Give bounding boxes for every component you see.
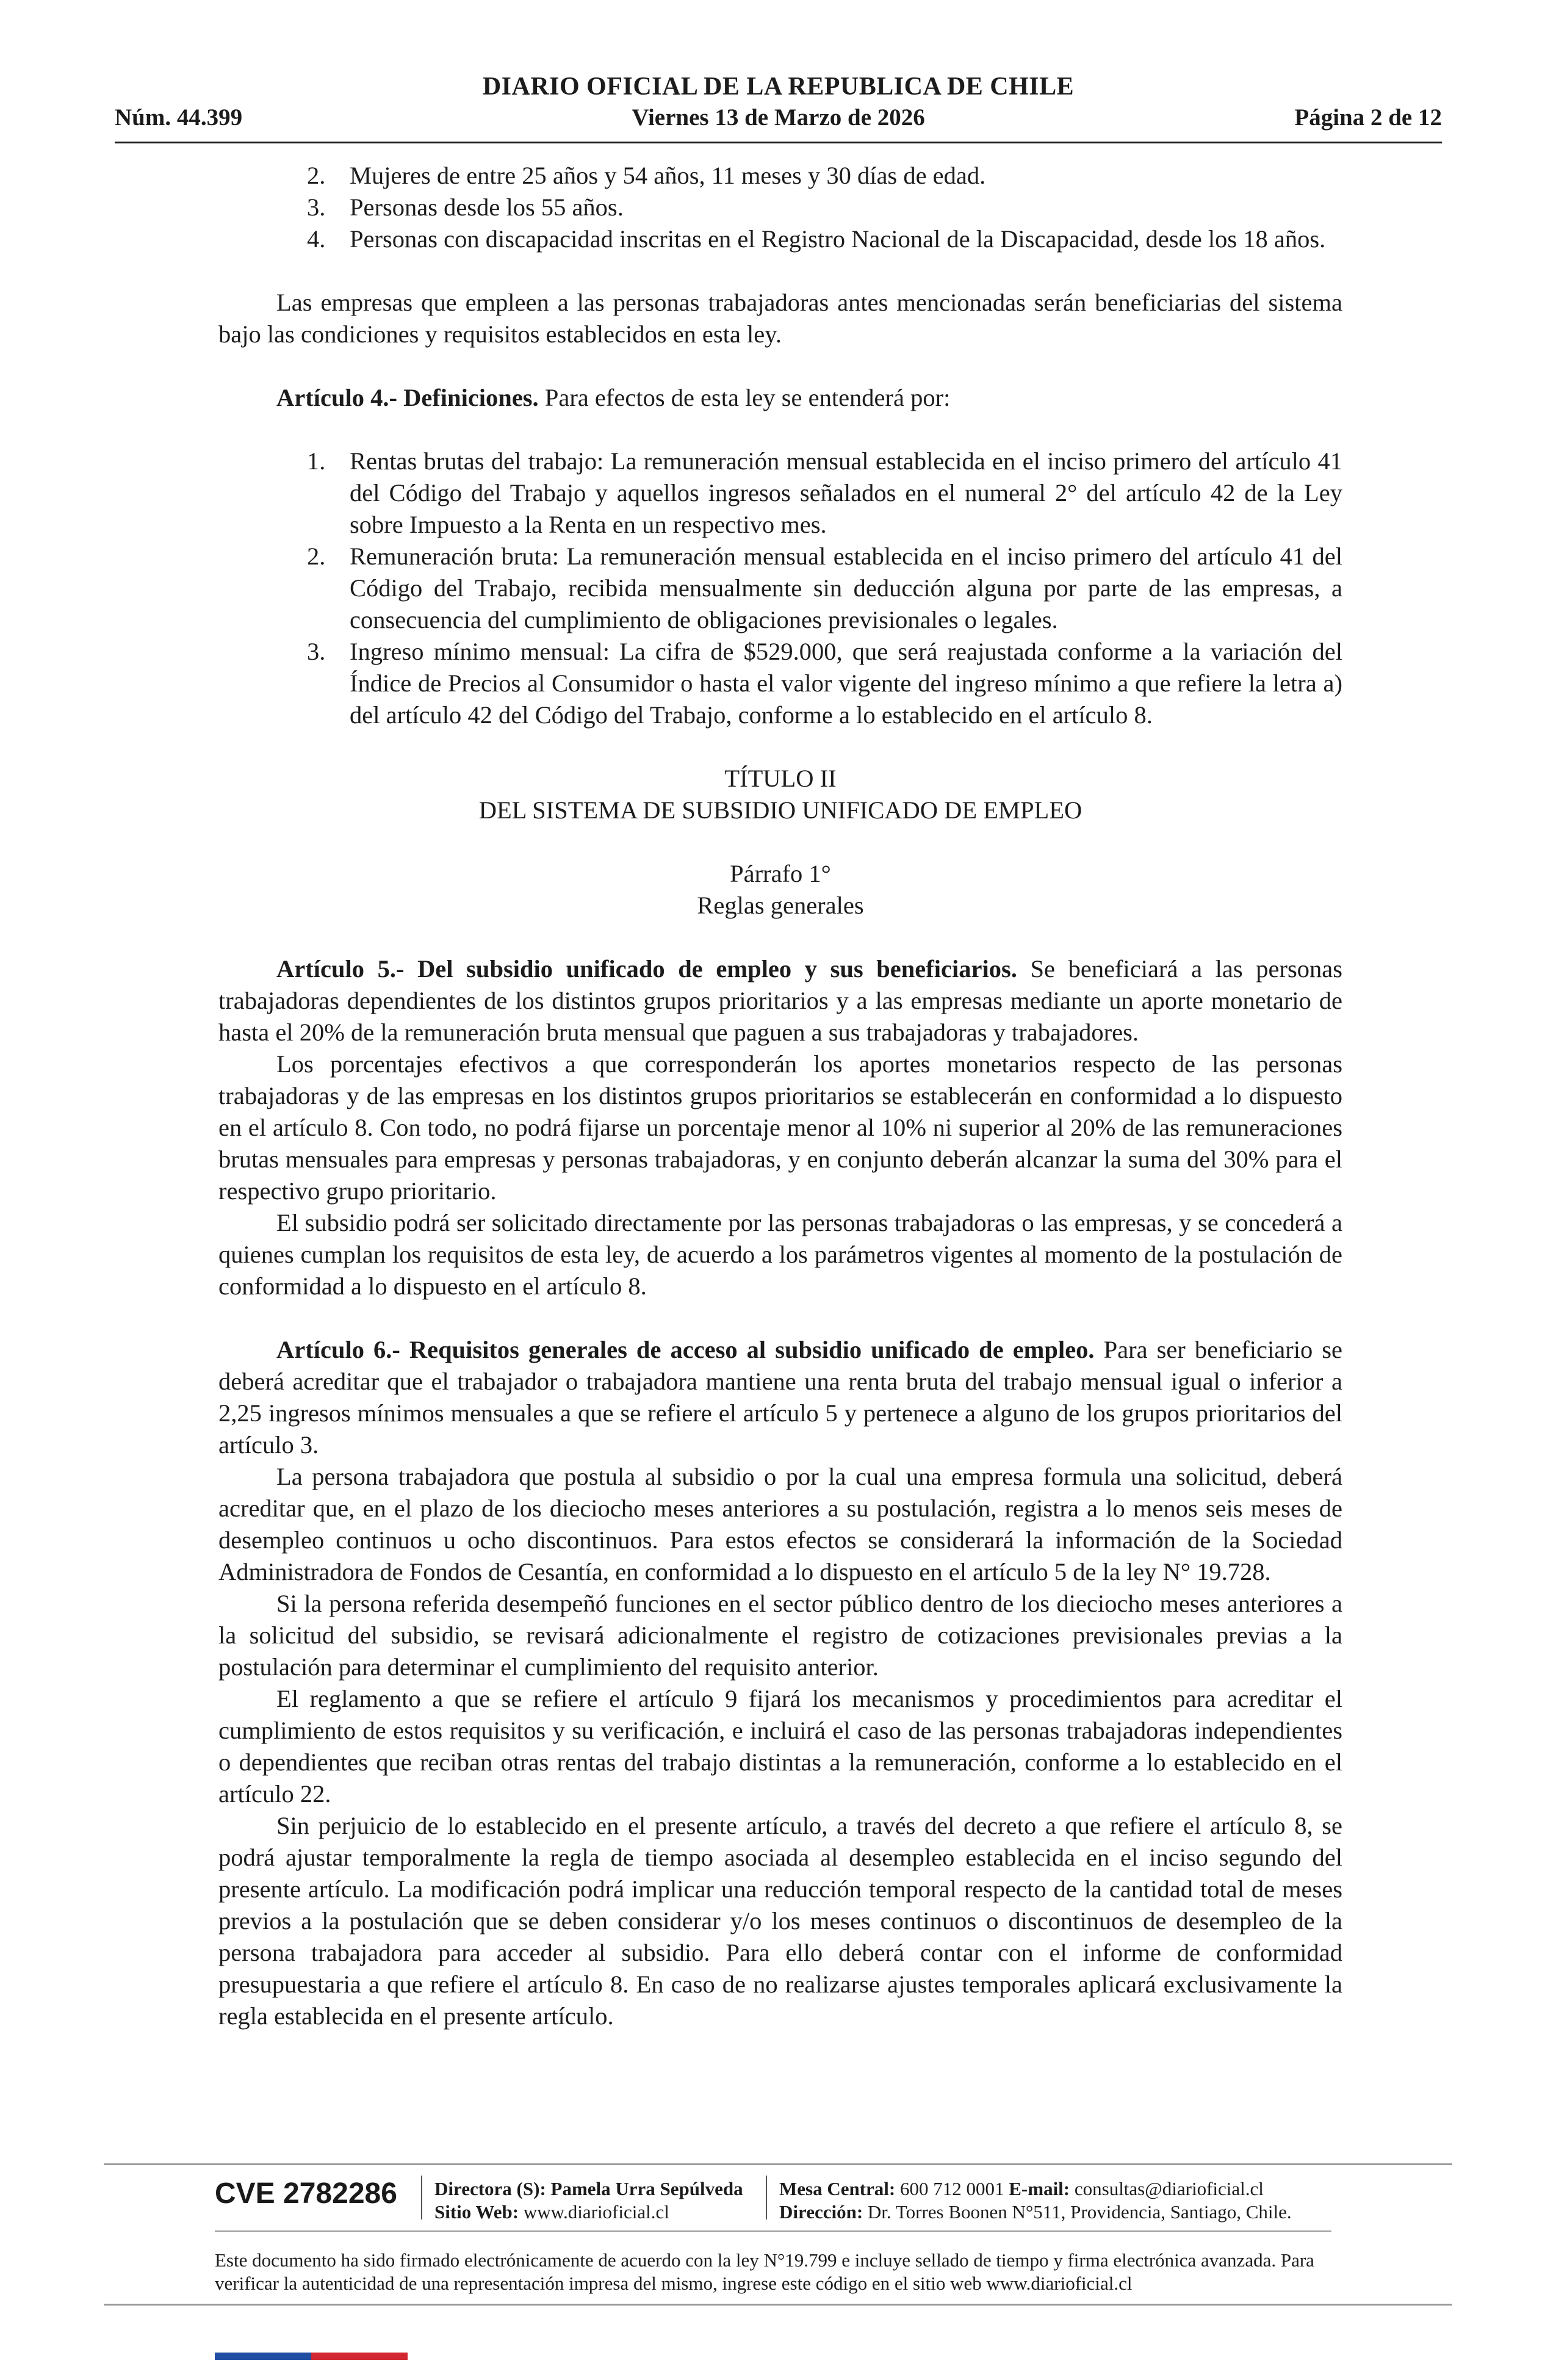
document-body [218, 160, 1342, 2032]
page-indicator: Página 2 de 12 [1294, 104, 1442, 131]
paragraph: Los porcentajes efectivos a que corresponderán los aportes monetarios respecto de las personas trabajadoras y de las empresas en los distintos grupos prioritarios se establecerán en conformidad a lo dispuesto en el artículo 8. Con todo, no podrá fijarse un porcentaje menor al 10% ni superior al 20% de las remuneraciones brutas mensuales para empresas y personas trabajadoras, y en conjunto deberán alcanzar la suma del 30% para el respectivo grupo prioritario. [218, 1050, 1342, 1205]
paragraph: Sin perjuicio de lo establecido en el presente artículo, a través del decreto a que refiere el artículo 8, se podrá ajustar temporalmente la regla de tiempo asociada al desempleo establecida en el inciso segundo del presente artículo. La modificación podrá implicar una reducción temporal respecto de la cantidad total de meses previos a la postulación que se deben considerar y/o los meses continuos o discontinuos de desempleo de la persona trabajadora para acceder al subsidio. Para ello deberá contar con el informe de conformidad presupuestaria a que refiere el artículo 8. En caso de no realizarse ajustes temporales aplicará exclusivamente la regla establecida en el presente artículo. [218, 1812, 1342, 2030]
issue-number: Núm. 44.399 [115, 104, 243, 131]
publication-title: DIARIO OFICIAL DE LA REPUBLICA DE CHILE [482, 73, 1075, 101]
footer-divider [104, 2163, 1452, 2165]
footer-divider [215, 2230, 1331, 2232]
flag-bar-blue [215, 2353, 311, 2360]
list-item: 4. Personas con discapacidad inscritas en el Registro Nacional de la Discapacidad, desde los 18 años. [307, 225, 1326, 253]
list-item: 2. Remuneración bruta: La remuneración mensual establecida en el inciso primero del artículo 41 del Código del Trabajo, recibida mensualmente sin deducción alguna por parte de las empresas, a consecuencia del cumplimiento de obligaciones previsionales o legales. [307, 543, 1342, 633]
article-5: Artículo 5.- Del subsidio unificado de empleo y sus beneficiarios. Se beneficiará a las personas trabajadoras dependientes de los distintos grupos prioritarios y a las empresas mediante un aporte monetario de hasta el 20% de la remuneración bruta mensual que paguen a sus trabajadoras y trabajadores. [218, 955, 1342, 1046]
publication-date: Viernes 13 de Marzo de 2026 [632, 104, 925, 131]
article-6: Artículo 6.- Requisitos generales de acceso al subsidio unificado de empleo. Para ser beneficiario se deberá acreditar que el trabajador o trabajadora mantiene una renta bruta del trabajo mensual igual o inferior a 2,25 ingresos mínimos mensuales a que se refiere el artículo 5 y pertenece a alguno de los grupos prioritarios del artículo 3. [218, 1336, 1342, 1459]
article-4: Artículo 4.- Definiciones. Para efectos de esta ley se entenderá por: [276, 384, 951, 411]
definitions-list [218, 445, 1342, 731]
page-header [115, 72, 1442, 145]
title-heading: TÍTULO II [724, 765, 837, 792]
article-heading: Artículo 6.- Requisitos generales de acceso al subsidio unificado de empleo. [276, 1336, 1095, 1363]
cve-code: CVE 2782286 [215, 2177, 397, 2210]
section-subheading: Reglas generales [697, 892, 864, 919]
paragraph: El reglamento a que se refiere el artículo 9 fijará los mecanismos y procedimientos para acreditar el cumplimiento de estos requisitos y su verificación, e incluirá el caso de las personas trabajadoras independientes o dependientes que reciban otras rentas del trabajo distintas a la remuneración, conforme a lo establecido en el artículo 22. [218, 1685, 1342, 1808]
flag-bar-red [311, 2353, 408, 2360]
footer-separator [766, 2176, 767, 2220]
article-heading: Artículo 5.- Del subsidio unificado de empleo y sus beneficiarios. [276, 955, 1017, 983]
list-item: 2. Mujeres de entre 25 años y 54 años, 11 meses y 30 días de edad. [307, 162, 986, 189]
priority-groups-list [218, 160, 1342, 255]
paragraph: Si la persona referida desempeñó funciones en el sector público dentro de los dieciocho meses anteriores a la solicitud del subsidio, se revisará adicionalmente el registro de cotizaciones previsionales previas a la postulación para determinar el cumplimiento del requisito anterior. [218, 1590, 1342, 1681]
list-item: 3. Personas desde los 55 años. [307, 193, 624, 221]
footer-contact-block: Mesa Central: 600 712 0001 E-mail: consultas@diarioficial.cl Dirección: Dr. Torres Boonen N°511, Providencia, Santiago, Chile. [779, 2178, 1292, 2223]
paragraph: Las empresas que empleen a las personas trabajadoras antes mencionadas serán beneficiarias del sistema bajo las condiciones y requisitos establecidos en esta ley. [218, 289, 1342, 348]
paragraph: La persona trabajadora que postula al subsidio o por la cual una empresa formula una solicitud, deberá acreditar que, en el plazo de los dieciocho meses anteriores a su postulación, registra a lo menos seis meses de desempleo continuos u ocho discontinuos. Para estos efectos se considerará la información de la Sociedad Administradora de Fondos de Cesantía, en conformidad a lo dispuesto en el artículo 5 de la ley N° 19.728. [218, 1463, 1342, 1585]
section-heading: Párrafo 1° [730, 860, 831, 887]
website-link[interactable]: www.diarioficial.cl [519, 2201, 669, 2223]
header-divider [115, 142, 1442, 143]
list-item: 1. Rentas brutas del trabajo: La remuneración mensual establecida en el inciso primero del artículo 41 del Código del Trabajo y aquellos ingresos señalados en el numeral 2° del artículo 42 de la Ley sobre Impuesto a la Renta en un respectivo mes. [307, 447, 1342, 538]
article-heading: Artículo 4.- Definiciones. [276, 384, 539, 411]
signature-notice: Este documento ha sido firmado electrónicamente de acuerdo con la ley N°19.799 e incluye sellado de tiempo y firma electrónica avanzada. Para verificar la autenticidad de una representación impresa del mismo, ingrese este código en el sitio web www.diarioficial.cl [215, 2249, 1314, 2294]
email-link[interactable]: consultas@diarioficial.cl [1070, 2178, 1264, 2199]
paragraph: El subsidio podrá ser solicitado directamente por las personas trabajadoras o las empresas, y se concederá a quienes cumplan los requisitos de esta ley, de acuerdo a los parámetros vigentes al momento de la postulación de conformidad a lo dispuesto en el artículo 8. [218, 1209, 1342, 1300]
footer-director-block: Directora (S): Pamela Urra Sepúlveda Sitio Web: www.diarioficial.cl [434, 2178, 743, 2223]
footer-divider [104, 2304, 1452, 2306]
footer-separator [421, 2176, 422, 2220]
title-subheading: DEL SISTEMA DE SUBSIDIO UNIFICADO DE EMPLEO [478, 796, 1082, 824]
list-item: 3. Ingreso mínimo mensual: La cifra de $529.000, que será reajustada conforme a la variación del Índice de Precios al Consumidor o hasta el valor vigente del ingreso mínimo a que refiere la letra a) del artículo 42 del Código del Trabajo, conforme a lo establecido en el artículo 8. [307, 638, 1342, 729]
